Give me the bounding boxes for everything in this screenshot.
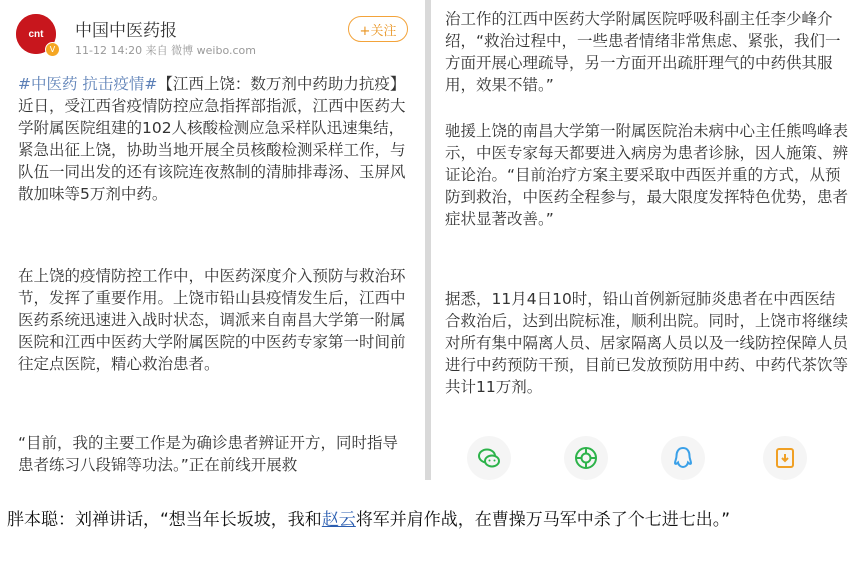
verified-badge-icon: V: [45, 42, 60, 57]
post-meta: [75, 42, 256, 58]
post-paragraph-2: 在上饶的疫情防控工作中，中医药深度介入预防与救治环节，发挥了重要作用。上饶市铅山县疫情发生后，江西中医药系统迅速进入战时状态，调派来自南昌大学第一附属医院和江西中医药大学附属医院的中医药专家第一时间前往定点医院，精心救治患者。: [18, 267, 406, 373]
post-paragraph-1-text: 【江西上饶：数万剂中药助力抗疫】近日，受江西省疫情防控应急指挥部指派，江西中医药大学附属医院组建的102人核酸检测应急采样队迅速集结，紧急出征上饶，协助当地开展全员核酸检测采样工作，与队伍一同出发的还有该院连夜熬制的清肺排毒汤、玉屏风散加味等5万剂中药。: [18, 75, 406, 203]
moments-icon: [573, 445, 599, 471]
post-right-panel: [431, 0, 861, 480]
post-paragraph-3: “目前，我的主要工作是为确诊患者辨证开方，同时指导患者练习八段锦等功法。”正在前线开展救: [18, 434, 399, 474]
caption-text: [7, 507, 855, 533]
share-save-button[interactable]: [763, 436, 807, 480]
qq-icon: [670, 445, 696, 471]
account-name[interactable]: 中国中医药报: [75, 21, 177, 41]
post-paragraph-6: 据悉，11月4日10时，铅山首例新冠肺炎患者在中西医结合救治后，达到出院标准，顺利出院。同时，上饶市将继续对所有集中隔离人员、居家隔离人员以及一线防控保障人员进行中药预防干预，目前已发放预防用中药、中药代茶饮等共计11万剂。: [445, 290, 849, 396]
wechat-icon: [476, 445, 502, 471]
timestamp: 11-12 14:20: [75, 44, 143, 57]
post-paragraph-5: 驰援上饶的南昌大学第一附属医院治未病中心主任熊鸣峰表示，中医专家每天都要进入病房为患者诊脉，因人施策、辨证论治。“目前治疗方案主要采取中西医并重的方式，从预防到救治，中医药全程参与，最大限度发挥特色优势，患者症状显著改善。”: [445, 122, 849, 228]
post-source: 来自 微博 weibo.com: [145, 44, 256, 57]
post-left-panel: [0, 0, 425, 480]
caption-before: 胖本聪：刘禅讲话，“想当年长坂坡，我和: [7, 510, 322, 530]
post-paragraph-1: [18, 73, 413, 205]
caption-after: 将军并肩作战，在曹操万马军中杀了个七进七出。”: [355, 510, 731, 530]
share-qq-button[interactable]: [661, 436, 705, 480]
follow-button[interactable]: +关注: [348, 16, 408, 42]
save-icon: [772, 445, 798, 471]
post-paragraph-4: 治工作的江西中医药大学附属医院呼吸科副主任李少峰介绍，“救治过程中，一些患者情绪非常焦虑、紧张，我们一方面开展心理疏导，另一方面开出疏肝理气的中药供其服用，效果不错。”: [445, 10, 841, 94]
share-moments-button[interactable]: [564, 436, 608, 480]
share-bar: [431, 428, 861, 480]
hashtag-link[interactable]: #中医药 抗击疫情#: [18, 75, 158, 93]
svg-text:cnt: cnt: [28, 29, 44, 40]
caption-link[interactable]: 赵云: [321, 510, 356, 530]
share-wechat-button[interactable]: [467, 436, 511, 480]
